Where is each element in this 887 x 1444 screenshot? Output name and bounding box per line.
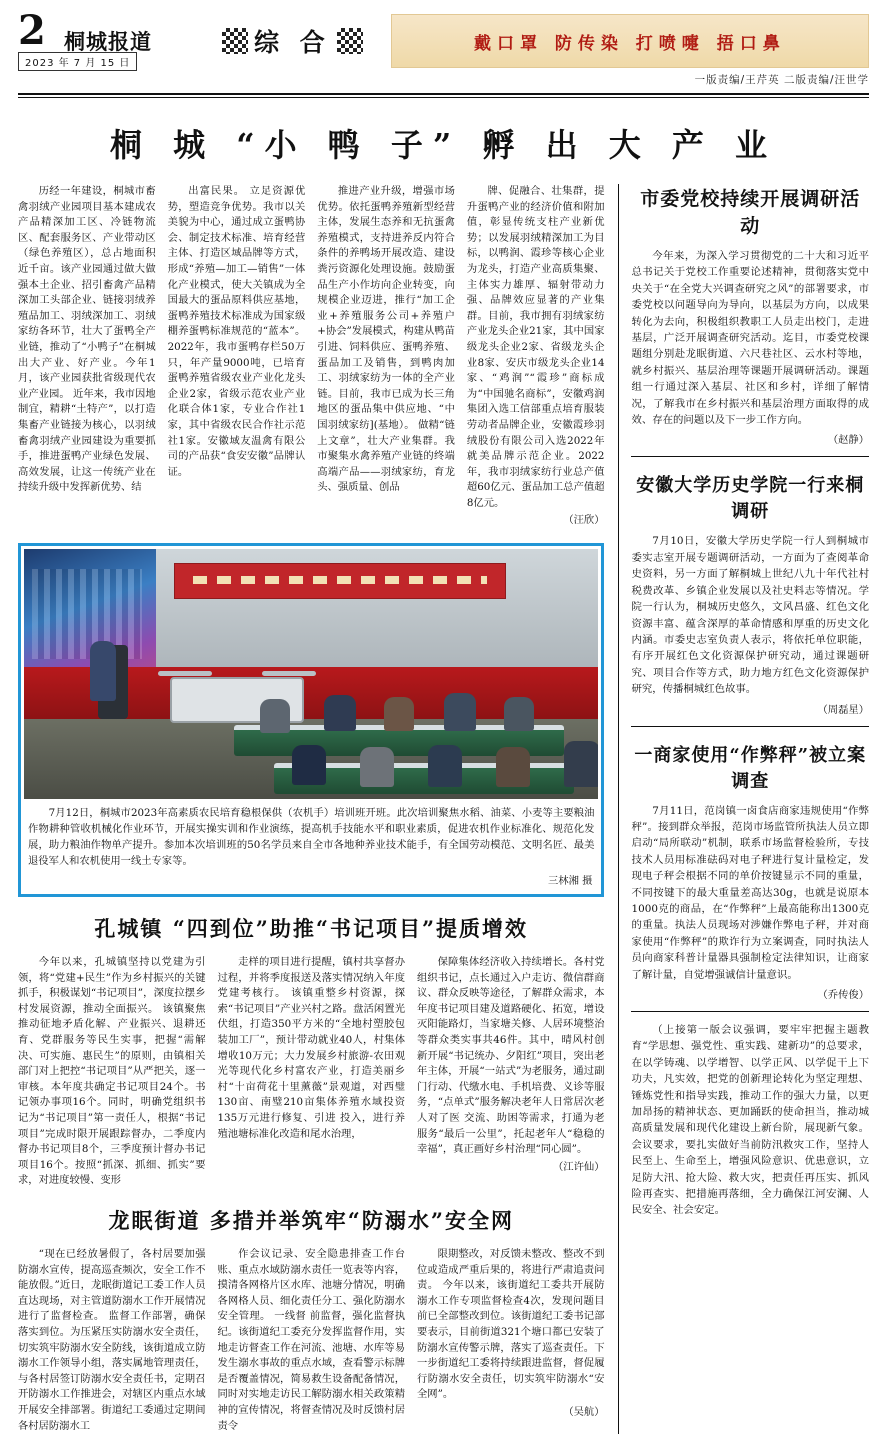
column-text: 保障集体经济收入持续增长。各村党组织书记，点长通过入户走访、微信群商议、群众反映等途径，了解群众需求，本年度书记项目建及道路硬化、拓宽，增设灭阳能路灯，当家塘关修、人居环境整治等群众类实事共46件。其中，晴风村创新开展“书记统办、夕阳红”项目，突出老年主体，开展“一站式”为老服务，通过副门行动、代缴水电、手机培费、义诊等服务，“点单式”服务解决老年人日常居次老人对了医 交流、助困等需求，打通为老服务“最后一公里”，托起老年人“稳稳的幸福”，真正画好乡村治理“同心圆”。	[417, 956, 605, 1156]
right-article3-text: 7月11日，范岗镇一卤食店商家违规使用“作弊秤”。接到群众举报，范岗市场监管所执法人员立即启动“局所联动”机制，联系市场监督检验所，专技技术人员用标准砝码对电子秤进行复计量检定，发现电子秤会根据不同的单价按键显示不同的重量，不同按键下的最大重量差高达30g，也就是说原本1000克的商品，在“作弊秤”上最高能称出1300克的重量。执法人员现场对涉嫌作弊电子秤，并对商家使用“作弊秤”的欺诈行为立案调查，同时执法人员向商家科普计量器具强制检定法律知识，让商家了解计量，自觉增强诚信计量意识。	[631, 804, 869, 981]
right-article4-text: （上接第一版会议强调，要牢牢把握主题教育“学思想、强党性、重实践、建新功”的总要求，在以学铸魂、以学增智、以学正风、以学促干上下功夫，凡实效，把党的创新理论转化为坚定理想、锤炼党性和指导实践，推动工作的强大力量，以更加昂扬的精神状态、更加踊跃的使命担当，推动城高质量发展和现代化建设上新台阶，展现新气象。 会议要求，要扎实做好当前防汛救灾工作，坚持人民至上、生命至上，增强风险意识、优患意识，立足防大汛、抢大险、救大灾，把责任再压实、抓风险再查实、把措施再落细，全力确保江河安澜、人民安全、社会安定。	[631, 1024, 869, 1217]
checker-decoration-icon	[222, 28, 248, 54]
checker-decoration-icon-2	[337, 28, 363, 54]
column	[18, 955, 206, 1189]
article-byline: （江许仙）	[553, 1160, 605, 1173]
masthead-rule	[18, 93, 869, 95]
right-article2-title: 安徽大学历史学院一行来桐调研	[636, 475, 865, 523]
column-text: 推进产业升级，增强市场优势。依托蛋鸭养殖新型经营主体，发展生态养和无抗蛋禽养殖模式，支持进养反内符合条件的养鸭场开展改造、建设粪污资源化处理设施。鼓励蛋品生产小作坊向企业转变，向规模企业迈进，推行“加工企业+养殖服务公司+养殖户+协会”发展模式，构建从鸭苗引进、饲料供应、蛋鸭养殖、蛋品加工及销售，到鸭肉加工、羽绒家纺为一体的全产业链。目前，我市已成为长三角地区的蛋品集中供应地、“中国羽绒家纺](基地）。 做精“链上文章”，壮大产业集群。我市聚集水禽养殖产业链的终端高端产品——羽绒家纺，育龙头、强质量、创品	[317, 185, 455, 494]
right-article2-text: 7月10日，安徽大学历史学院一行人到桐城市委实志室开展专题调研活动，一方面为了查阅革命史资料，另一方面了解桐城上世纪八九十年代社村税费改革、乡镇企业发展以及社史料志等情况。学院一行认为，桐城历史悠久，文风昌盛、红色文化资源丰富、蕴含深厚的革命情感和厚重的历史文化内涵。市委史志室负责人表示，将依托单位职能，有序开展红色文化资源保护研究动，通过课题研究、项目合作等方式，助力地方红色文化资源保护研究，传播桐城红色故事。	[631, 535, 869, 696]
photo-person	[504, 697, 534, 731]
article2-title: 孔城镇 “四到位”助推“书记项目”提质增效	[94, 916, 529, 942]
page-title: 桐 城 “小 鸭 子” 孵 出 大 产 业	[109, 126, 778, 164]
right-article3-byline: （乔传俊）	[817, 989, 869, 1001]
paper-name: 桐城报道	[64, 29, 152, 54]
photo-block	[18, 543, 604, 897]
divider	[631, 456, 869, 457]
photo-person	[90, 641, 116, 701]
photo-credit: 三林湘 摄	[548, 875, 593, 888]
photo-person	[496, 747, 530, 787]
column	[218, 955, 406, 1189]
photo-person	[564, 741, 598, 787]
photo-caption: 7月12日，桐城市2023年高素质农民培育稳根保供（农机手）培训班开班。此次培训聚焦水稻、油菜、小麦等主要粮油作物耕种管收机械化作业环节，开展实操实训和作业演练，提高机手技能水平和职业素质，促进农机作业标准化、规范化发展，助力粮油作物单产提升。参加本次培训班的50名学员来自全市各地种养业技术能手，有全国劳动模范、文明名匠、最美退役军人和农机使用一线土专家等。	[28, 807, 595, 868]
column-text: 牌、促融合、壮集群，提升蛋鸭产业的经济价值和附加值，彰显传统支柱产业新优势；以发展羽绒精深加工为目标，以鸭润、霞珍等核心企业为龙头，打造产业高质集聚、主体实力雄厚、辐射带动力强、品牌效应显著的产业集群。目前，我市拥有羽绒家纺产业龙头企业21家，其中国家级龙头企业2家、省级龙头企业8家、安庆市级龙头企业14家、“鸡润”“霞珍”商标成为“中国驰名商标”，安徽鸡润集团入选工信部重点培育服装劳动者品牌企业，安徽霞珍羽绒股份有限公司入选2022年就美品牌示范企业。2022年，我市羽绒家纺行业总产值超60亿元、蛋品加工总产值超8亿元。	[466, 185, 605, 509]
photo-person	[292, 745, 326, 785]
article2-columns	[18, 955, 604, 1189]
column	[417, 1247, 605, 1434]
masthead	[18, 7, 869, 69]
column-text: 限期整改，对反馈未整改、整改不到位或造成严重后果的，将进行严肃追责问责。 今年以来，该街道纪工委共开展防溺水工作专项监督检查4次，发现问题目前已全部整改到位。该街道纪工委书记部要表示，目前街道321个塘口都已安装了防溺水宣传警示牌，落实了巡查责任。下一步街道纪工委将持续跟进监督，督促履行防溺水安全责任，切实筑牢防溺水“安全网”。	[417, 1247, 605, 1401]
lead-article-columns	[18, 184, 604, 529]
photo-person	[360, 747, 394, 787]
slogan-banner	[391, 14, 869, 68]
column	[317, 184, 455, 529]
article-byline: （吴航）	[563, 1405, 605, 1418]
column	[417, 955, 605, 1189]
column	[168, 184, 306, 529]
column-text: 作会议记录、安全隐患排查工作台账、重点水域防溺水责任一览表等内容，摸清各网格片区水库、池塘分情况，明确各网格人员、细化责任分工、强化防溺水安全管理。 一线督 前监督，强化监督执纪。该街道纪工委充分发挥监督作用，实地走访督查工作在河流、池塘、水库等易发生溺水事故的重点水域，查看警示标牌是否覆盖情况，简易救生设备配备情况，同时对实地走访民工解防溺水相关政策精神的宣传情况，将督查情况及时反馈村居责令	[217, 1247, 405, 1432]
masthead-rule-thin	[18, 97, 869, 98]
body-grid	[18, 184, 869, 1434]
section-name: 综 合	[254, 28, 331, 57]
article3-columns	[18, 1247, 604, 1434]
photo-person	[384, 697, 414, 731]
right-article3-title: 一商家使用“作弊秤”被立案调查	[634, 744, 867, 792]
right-article1-title: 市委党校持续开展调研活动	[640, 188, 861, 237]
column-text: “现在已经放暑假了，各村居要加强防溺水宣传，提高巡查频次，安全工作不能放假。”近日，龙眠街道记工委工作人员直达现场，对主管道防溺水工作开展情况进行了监督检查。 监督工作部署，确保落实到位。为压紧压实防溺水安全责任，切实筑牢防溺水安全防线，该街道成立防溺水工作领导小组，落实属地管理责任，与各村居签订防溺水安全责任书，定期召开防溺水工作推进会，对辖区内重点水域开展安全排部署。街道纪工委通过定期间各村居防溺水工	[18, 1247, 206, 1432]
divider	[631, 1011, 869, 1012]
right-article1-byline: （赵静）	[827, 434, 869, 447]
photo-person	[444, 693, 476, 731]
column-text: 历经一年建设，桐城市畜禽羽绒产业园项目基本建成农产品精深加工区、冷链物流区、配套服务区、产业带动区（绿色养殖区），总占地面积近千亩。该产业园通过做大做强本土企业、招引畜禽产品精深加工头部企业、链接羽绒养殖品加工、羽绒深加工、羽绒家纺各环节，壮大了蛋鸭全产业链，推动了“小鸭子”在桐城出大产业、好产业。今年1月，该产业园获批省级现代农业产业园。 近年来，我市因地制宜，精耕“土特产”，以打造集畜产业链接为核心，以羽绒畜禽羽绒产业园建设为重要抓手，推进蛋鸭产业绿色发展、高效发展，让这一传统产业在持续升级中发挥新优势、结	[18, 185, 156, 494]
column-text: 走样的项目进行提醒，镇村共享督办过程，并将季度报送及落实情况纳入年度党建考核行。 该镇重整乡村资源，探索“书记项目”产业兴村之路。盘活闲置光伏组，打造350平方米的“全地村塑胶包装加工厂”，预计带动就业40人，村集体增收10万元；大力发展乡村旅游-农田观光等现代化乡村富农产业，打造美丽乡村“十亩荷花十里薰薇”景观道，对西璧130亩、南璧210亩集体养殖水域投资135万元进行修复、引进 投入，进行养殖池塘标准化改造和尾水治理，	[217, 956, 405, 1140]
divider	[631, 726, 869, 727]
column	[218, 1247, 406, 1434]
publication-date: 2023 年 7 月 15 日	[18, 52, 137, 71]
page-number: 2	[18, 7, 46, 54]
column	[18, 184, 156, 529]
column-text: 出富民果。 立足资源优势，塑造竞争优势。我市以关美貌为中心，通过成立蛋鸭协会、制定技术标准、培育经营主体、打造区域品牌等方式，形成“养殖—加工—销售”一体化产业模式，使大关镇成为全国最大的蛋品原料供应基地，蛋鸭养殖技术标准成为国家级棚养蛋鸭标准规范的“蓝本”。2022年，我市蛋鸭存栏50万只，年产量9000吨，已培育蛋鸭养殖省级农业产业化龙头企业2家，省级示范农业产业化联合体1家，专业合作社1家，其中省级农民合作社示范社1家。安徽域友温禽有限公司的产品获“食安安徽”品牌认证。	[167, 185, 306, 478]
photo-person	[260, 699, 290, 733]
column	[467, 184, 605, 529]
right-article1-text: 今年来，为深入学习贯彻党的二十大和习近平总书记关于党校工作重要论述精神，贯彻落实党中央关于“在全党大兴调查研究之风”的部署要求，市委党校以问题导向为导向，以基层为方向，以成果转化为去向，积极组织教职工人员走出校门，走进基层，广泛开展调查研究活动。迄目，市委党校课题组分别赴龙眠街道、六尺巷社区、云水村等地，就乡村振兴、基层治理等课题开展调研活动。课题组一行通过深入基层、社区和乡村，详细了解情况，了解我市在乡村振兴和基层治理方面取得的成效、存在的问题以及下一步工作方向。	[631, 250, 869, 427]
photo-person	[324, 695, 356, 731]
article3-title: 龙眠街道 多措并举筑牢“防溺水”安全网	[108, 1207, 514, 1233]
left-zone	[18, 184, 604, 1434]
column-text: 今年以来，孔城镇坚持以党建为引领，将“党建+民生”作为乡村振兴的关键抓手，积极谋划“书记项目”，深度拉摆乡村发展资源，推动全面振兴。 该镇聚焦推动征地矛盾化解、产业振兴、退耕还育、党群服务等民生实事，把握“需解决、可实施、惠民生”的原则，由镇相关部门对上把控“书记项目”从严把关，逐一审核。本年度共确定书记项目24个。书记领办事项16个。同时，明确党组织书记为“书记项目”第一责任人，根据“书记项目”完成时限开展跟踪督办，二季度内督办书记项目8个，三季度预计督办书记项目16个。按照“抓深、抓细、抓实”要求，对进度较慢、变形	[18, 956, 206, 1187]
photo-person	[428, 745, 462, 787]
article-byline: （汪欣）	[563, 514, 605, 527]
photo-image	[24, 549, 598, 799]
right-zone	[618, 184, 869, 1434]
section-label	[222, 14, 363, 68]
editors-line: 一版责编/王芹英 二版责编/汪世学	[694, 74, 869, 86]
right-article2-byline: （周磊星）	[817, 703, 869, 716]
photo-banner	[174, 563, 506, 599]
slogan-text: 戴口罩 防传染 打喷嚏 捂口鼻	[473, 33, 786, 54]
column	[18, 1247, 206, 1434]
